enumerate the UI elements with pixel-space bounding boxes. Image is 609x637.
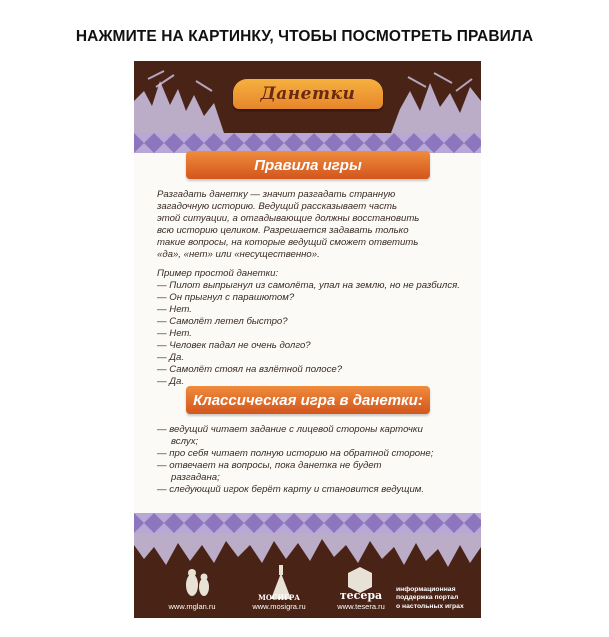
example-line: — Да.: [157, 352, 185, 363]
page-title: НАЖМИТЕ НА КАРТИНКУ, ЧТОБЫ ПОСМОТРЕТЬ ПРАВИЛА: [75, 28, 534, 45]
card-header: [134, 61, 481, 133]
description-line: о настольных играх: [396, 602, 464, 610]
sponsor-mosigra: [238, 593, 320, 611]
intro-line: Разгадать данетку — значит разгадать странную: [157, 189, 396, 200]
description-line: поддержка портал: [396, 594, 459, 601]
penguin-logo-icon: [186, 569, 209, 596]
classic-line: разгадана;: [171, 472, 220, 483]
example-line: — Человек падал не очень долго?: [157, 340, 311, 351]
example-line: — Нет.: [157, 328, 192, 339]
intro-line: «да», «нет» или «несущественно».: [157, 249, 320, 260]
intro-paragraph: [157, 189, 467, 261]
example-line: — Самолёт летел быстро?: [157, 316, 288, 327]
intro-line: загадочную историю. Ведущий рассказывает часть: [157, 201, 398, 212]
rules-heading-banner: [186, 151, 430, 179]
rules-card-image[interactable]: [134, 61, 481, 618]
intro-line: этой ситуации, а отгадывающие должны восстановить: [157, 213, 420, 224]
sponsor-url: www.mglan.ru: [168, 602, 216, 611]
intro-line: такие вопросы, на которые ведущий сможет ответить: [157, 237, 419, 248]
classic-line: — про себя читает полную историю на обратной стороне;: [157, 448, 434, 459]
bottom-diamond-pattern: [134, 513, 481, 533]
sponsor-tesera: [330, 589, 392, 611]
example-line: — Он прыгнул с парашютом?: [157, 292, 295, 303]
sponsor-url: www.mosigra.ru: [252, 602, 306, 611]
sponsor-mglan: [152, 602, 232, 611]
classic-line: — следующий игрок берёт карту и становится ведущим.: [157, 484, 425, 495]
classic-heading-banner: [186, 386, 430, 414]
portal-description: [396, 586, 480, 612]
sponsor-url: www.tesera.ru: [337, 602, 385, 611]
classic-rules-list: [157, 424, 467, 496]
example-line: — Да.: [157, 376, 185, 387]
example-dialogue: [157, 268, 467, 388]
classic-heading: Классическая игра в данетки:: [193, 391, 423, 409]
sponsor-name: МОСИГРА: [258, 593, 300, 602]
sponsor-name: тесера: [339, 589, 383, 602]
intro-line: всю историю целиком. Разрешается задавать только: [157, 225, 409, 236]
classic-line: — отвечает на вопросы, пока данетка не будет: [157, 460, 382, 471]
example-line: — Нет.: [157, 304, 192, 315]
example-line: Пример простой данетки:: [157, 268, 279, 279]
description-line: информационная: [396, 585, 456, 593]
classic-line: вслух;: [171, 436, 199, 447]
danetki-logo: [233, 79, 383, 109]
top-diamond-pattern: [134, 133, 481, 153]
card-footer: [134, 533, 481, 618]
example-line: — Самолёт стоял на взлётной полосе?: [157, 364, 343, 375]
classic-line: — ведущий читает задание с лицевой стороны карточки: [157, 424, 423, 435]
rules-heading: Правила игры: [254, 156, 362, 174]
logo-text: Данетки: [260, 84, 356, 104]
example-line: — Пилот выпрыгнул из самолёта, упал на землю, но не разбился.: [157, 280, 460, 291]
